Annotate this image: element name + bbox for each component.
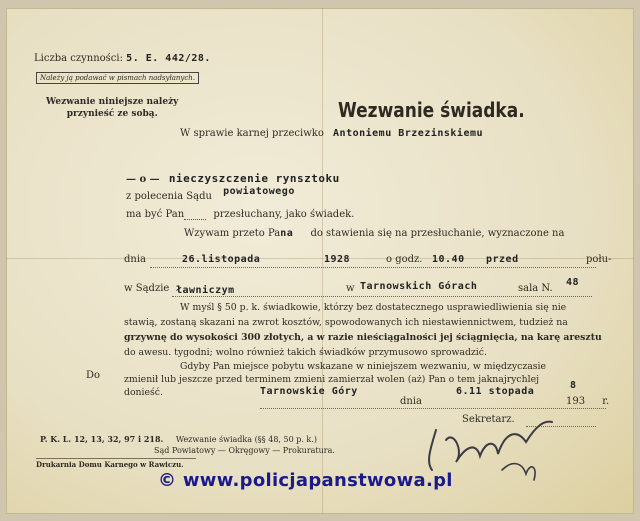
summons-line (184, 228, 564, 239)
offense-text: nieczyszczenie rynsztoku (168, 172, 340, 185)
role-line (126, 209, 354, 220)
address-line-3: donieść. (124, 387, 163, 398)
role-text-1: ma być Pan (126, 209, 185, 220)
issue-day-label: dnia (400, 396, 423, 407)
legal-line-1: W myśl § 50 p. k. świadkowie, którzy bez dostatecznego usprawiedliwienia się nie (180, 302, 567, 313)
court-city: Tarnowskich Górach (360, 281, 478, 292)
hearing-date: 26.listopada (182, 254, 261, 265)
issue-year-suffix: 8 (570, 380, 577, 391)
footer-courts: Sąd Powiatowy — Okręgowy — Prokuratura. (154, 446, 335, 455)
room-number: 48 (566, 277, 580, 288)
case-number-label: Liczba czynności: (34, 53, 123, 64)
watermark-text: © www.policjapanstwowa.pl (158, 470, 453, 491)
room-label: sala N. (518, 283, 553, 294)
summons-text-1: Wzywam przeto Pa (184, 228, 281, 239)
legal-line-2: stawią, zostaną skazani na zwrot kosztów, spowodowanych ich niestawiennictwem, tudzież na (124, 317, 568, 328)
issue-date: 6.11 stopada (456, 386, 535, 397)
hour-label: o godz. (386, 254, 423, 265)
summons-document (6, 8, 634, 514)
do-label: Do (86, 370, 101, 381)
footer-legal (40, 434, 317, 444)
issue-year-r: r. (602, 396, 610, 407)
case-number-value: 5. E. 442/28. (126, 53, 211, 64)
role-text-2: przesłuchany, jako świadek. (213, 209, 355, 220)
address-line-1: Gdyby Pan miejsce pobytu wskazane w niniejszem wezwaniu, w międzyczasie (180, 361, 547, 372)
bring-note-line-2: przynieść ze sobą. (66, 109, 158, 119)
footer-form: Wezwanie świadka (§§ 48, 50 p. k.) (175, 435, 317, 444)
hearing-place-line (124, 277, 604, 296)
hearing-date-line (124, 254, 612, 265)
date-day-label: dnia (124, 254, 147, 265)
case-line-prefix: W sprawie karnej przeciwko (180, 128, 324, 139)
bring-note-line-1: Wezwanie niniejsze należy (46, 97, 179, 107)
bring-note (46, 96, 178, 120)
hearing-year: 1928 (324, 254, 351, 265)
case-line (180, 128, 483, 139)
court-name: powiatowego (223, 186, 295, 197)
footer-rule (36, 458, 196, 459)
court-order-prefix: z polecenia Sądu (126, 191, 212, 202)
footer-code: P. K. L. 12, 13, 32, 97 i 218. (40, 434, 164, 444)
role-blank (184, 219, 206, 220)
summons-typed: na (280, 228, 294, 239)
summons-text-2: do stawienia się na przesłuchanie, wyznaczone na (310, 228, 565, 239)
issue-year-prefix: 193 (566, 396, 586, 407)
court-prefix: w Sądzie (124, 283, 170, 294)
legal-line-3: grzywnę do wysokości 300 złotych, a w razie nieściągalności jej ściągnięcia, na karę aresztu (124, 332, 602, 343)
footer-printer: Drukarnia Domu Karnego w Rawiczu. (36, 460, 184, 469)
place-line-dots (172, 296, 592, 297)
period-suffix: połu- (586, 254, 612, 265)
address-line-2: zmienił lub jeszcze przed terminem zmieni zamierzał wolen (aż) Pan o tem jaknajrychlej (124, 374, 539, 385)
hearing-time: 10.40 (432, 254, 465, 265)
boxed-note: Należy ją podawać w pismach nadsyłanych. (36, 72, 199, 84)
secretary-label: Sekretarz. (462, 414, 515, 425)
issue-line (260, 380, 610, 397)
offense-line (126, 172, 340, 185)
court-order-line (126, 186, 295, 202)
defendant-name: Antoniemu Brzezinskiemu (333, 128, 484, 139)
document-title: Wezwanie świadka. (338, 98, 525, 122)
court-type: ławniczym (176, 285, 235, 296)
offense-prefix: — o — (126, 174, 160, 185)
date-line-dots (150, 267, 596, 268)
in-label: w (346, 283, 355, 294)
legal-paragraph (124, 300, 610, 360)
hearing-period: przed (486, 254, 519, 265)
legal-line-4: do awesu. tygodni; wolno również takich świadków przymusowo sprowadzić. (124, 347, 487, 358)
issue-place: Tarnowskie Góry (260, 386, 358, 397)
case-number (34, 53, 211, 64)
